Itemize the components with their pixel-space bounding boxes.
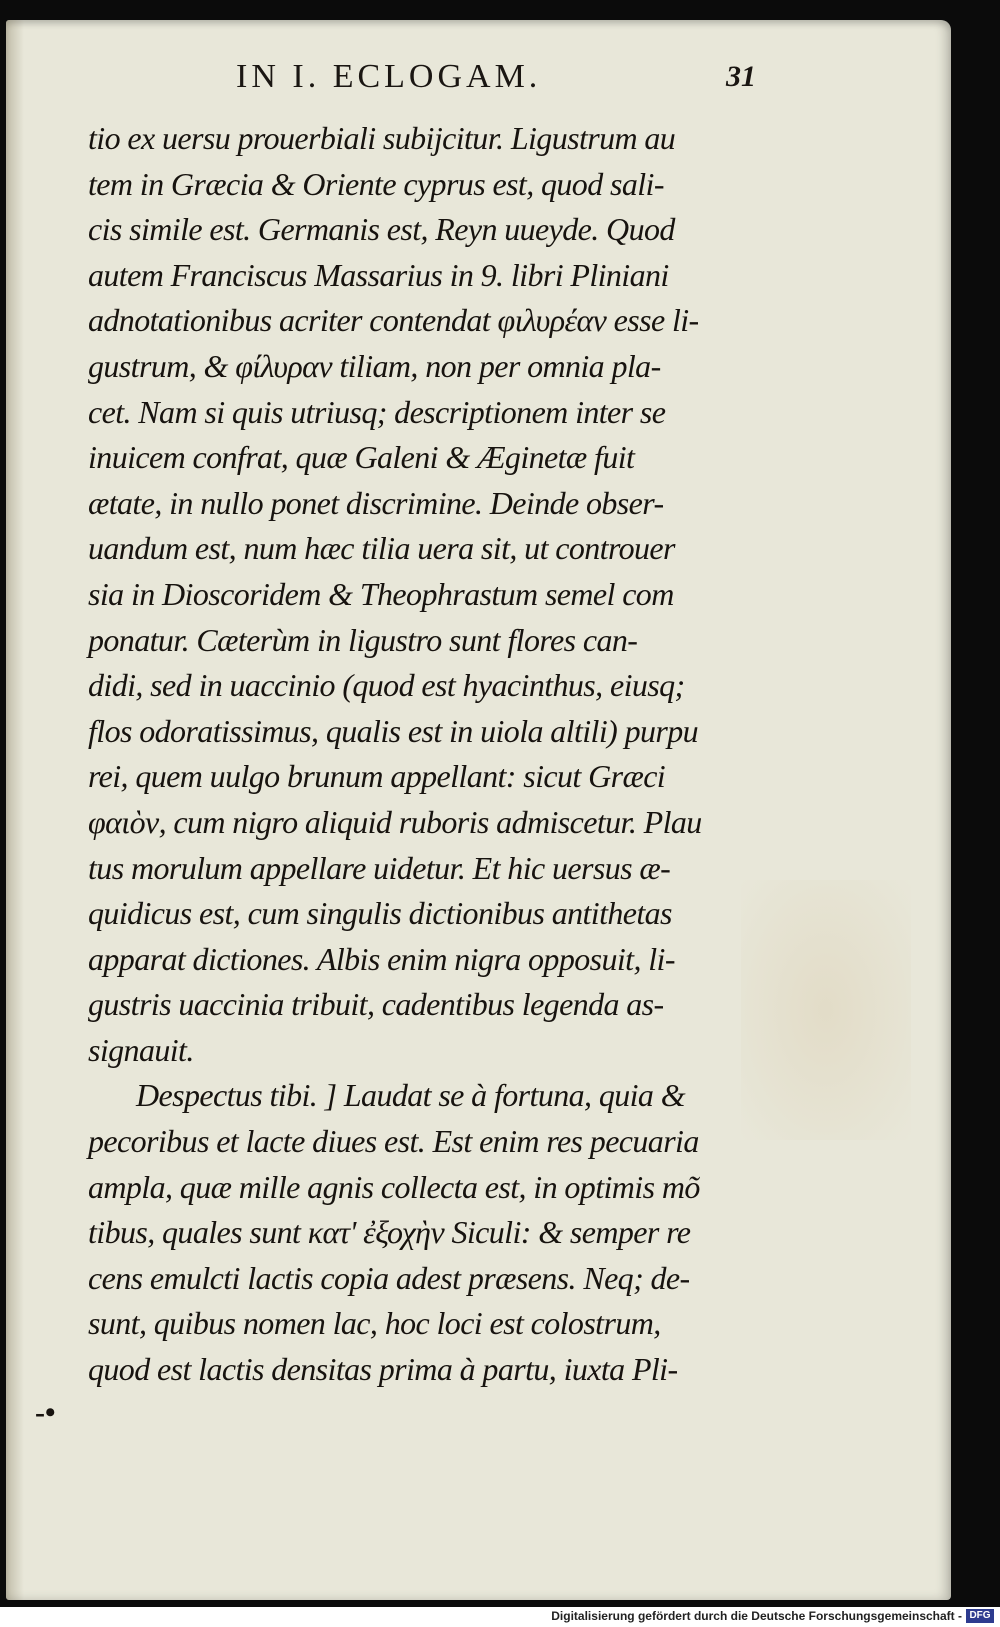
dfg-logo: DFG — [966, 1609, 994, 1623]
text-line: tus morulum appellare uidetur. Et hic uersus æ- — [88, 849, 671, 886]
text-line: φαιὸν, cum nigro aliquid ruboris admiscetur. Plau — [88, 803, 702, 840]
text-line: signauit. — [88, 1031, 194, 1068]
text-line: ponatur. Cæterùm in ligustro sunt flores can- — [88, 621, 638, 658]
book-page — [6, 20, 951, 1600]
text-line: tem in Græcia & Oriente cyprus est, quod sali- — [88, 165, 664, 202]
text-line: autem Franciscus Massarius in 9. libri Pliniani — [88, 256, 669, 293]
running-head: IN I. ECLOGAM. — [236, 58, 542, 95]
text-line: pecoribus et lacte diues est. Est enim res pecuaria — [88, 1123, 699, 1160]
text-line: gustris uaccinia tribuit, cadentibus legenda as- — [88, 986, 664, 1023]
funding-credit: Digitalisierung gefördert durch die Deutsche Forschungsgemeinschaft - — [551, 1609, 962, 1623]
text-line: cis simile est. Germanis est, Reyn uueyde. Quod — [88, 211, 675, 248]
text-line: apparat dictiones. Albis enim nigra opposuit, li- — [88, 940, 675, 977]
text-line: adnotationibus acriter contendat φιλυρέαν esse li- — [88, 302, 699, 339]
text-line: uandum est, num hæc tilia uera sit, ut controuer — [88, 530, 675, 567]
text-line: tio ex uersu prouerbiali subijcitur. Ligustrum au — [88, 120, 676, 156]
text-line: ætate, in nullo ponet discrimine. Deinde obser- — [88, 484, 664, 521]
text-line: inuicem confrat, quæ Galeni & Æginetæ fuit — [88, 439, 635, 476]
page-header — [6, 58, 951, 108]
text-line: Despectus tibi. ] Laudat se à fortuna, quia & — [136, 1077, 686, 1114]
digitization-footer — [0, 1607, 1000, 1627]
text-line: sia in Dioscoridem & Theophrastum semel com — [88, 575, 674, 612]
text-line: ampla, quæ mille agnis collecta est, in optimis mõ — [88, 1168, 700, 1205]
text-line: didi, sed in uaccinio (quod est hyacinthus, eiusq; — [88, 667, 685, 704]
page-number: 31 — [726, 60, 756, 93]
text-line: cens emulcti lactis copia adest præsens. Neq; de- — [88, 1259, 690, 1296]
text-line: rei, quem uulgo brunum appellant: sicut Græci — [88, 758, 666, 795]
text-line: quod est lactis densitas prima à partu, iuxta Pli- — [88, 1351, 678, 1388]
text-line: gustrum, & φίλυραν tiliam, non per omnia pla- — [88, 347, 661, 384]
text-line: flos odoratissimus, qualis est in uiola altili) purpu — [88, 712, 699, 749]
text-line: quidicus est, cum singulis dictionibus antithetas — [88, 895, 672, 932]
margin-mark: -• — [35, 1396, 56, 1429]
text-line: sunt, quibus nomen lac, hoc loci est colostrum, — [88, 1305, 661, 1342]
text-line: tibus, quales sunt κατ' ἐξοχὴν Siculi: & semper re — [88, 1214, 691, 1251]
body-text — [88, 116, 788, 1393]
text-line: cet. Nam si quis utriusq; descriptionem inter se — [88, 393, 666, 430]
